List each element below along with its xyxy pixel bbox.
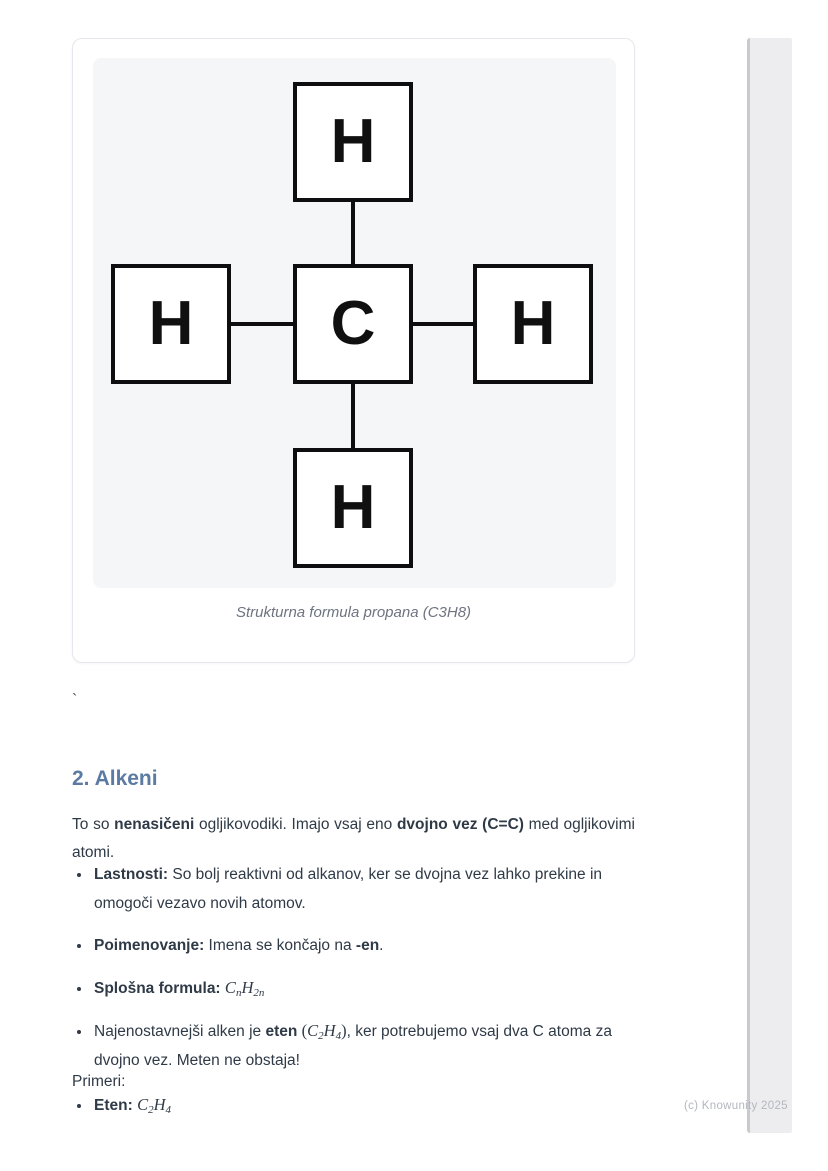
figure-caption: Strukturna formula propana (C3H8): [235, 604, 472, 621]
bond-line-right: [413, 322, 473, 326]
examples-list: [72, 1090, 655, 1120]
bond-line-top: [351, 202, 355, 264]
watermark: (c) Knowunity 2025: [684, 1100, 788, 1112]
math-formula: $C_nH_{2n}$: [224, 978, 265, 999]
scrollbar-track[interactable]: [747, 38, 792, 1133]
figure-card: [72, 38, 635, 663]
atom-box-hydrogen-left: H: [111, 264, 231, 384]
stray-backtick: `: [72, 692, 78, 709]
bond-line-bottom: [351, 384, 355, 448]
figure-image: [93, 58, 616, 588]
atom-box-hydrogen-top: H: [293, 82, 413, 202]
atom-box-hydrogen-bottom: H: [293, 448, 413, 568]
atom-box-carbon-center: C: [293, 264, 413, 384]
math-formula: $C_2H_4$: [137, 1095, 171, 1116]
bond-line-left: [231, 322, 293, 326]
section-heading: 2. Alkeni: [72, 767, 158, 791]
list-item: • Poimenovanje: Imena se končajo na -en.: [92, 931, 655, 960]
list-item: • Lastnosti: So bolj reaktivni od alkanov, ker se dvojna vez lahko prekine in omogoči vezavo novih atomov.: [92, 860, 655, 918]
list-item: • Najenostavnejši alken je eten $(C_2H_4)$, ker potrebujemo vsaj dva C atoma za dvojno vez. Meten ne obstaja!: [92, 1016, 655, 1075]
examples-label: Primeri:: [72, 1072, 126, 1090]
list-item: • Eten: $C_2H_4$: [92, 1090, 655, 1120]
list-item: • Splošna formula: $C_nH_{2n}$: [92, 973, 655, 1003]
atom-box-hydrogen-right: H: [473, 264, 593, 384]
math-formula: $(C_2H_4)$: [301, 1021, 347, 1042]
bullet-list: [72, 860, 655, 1075]
intro-paragraph: To so nenasičeni ogljikovodiki. Imajo vsaj eno dvojno vez (C=C) med ogljikovimi atomi.: [72, 815, 635, 861]
